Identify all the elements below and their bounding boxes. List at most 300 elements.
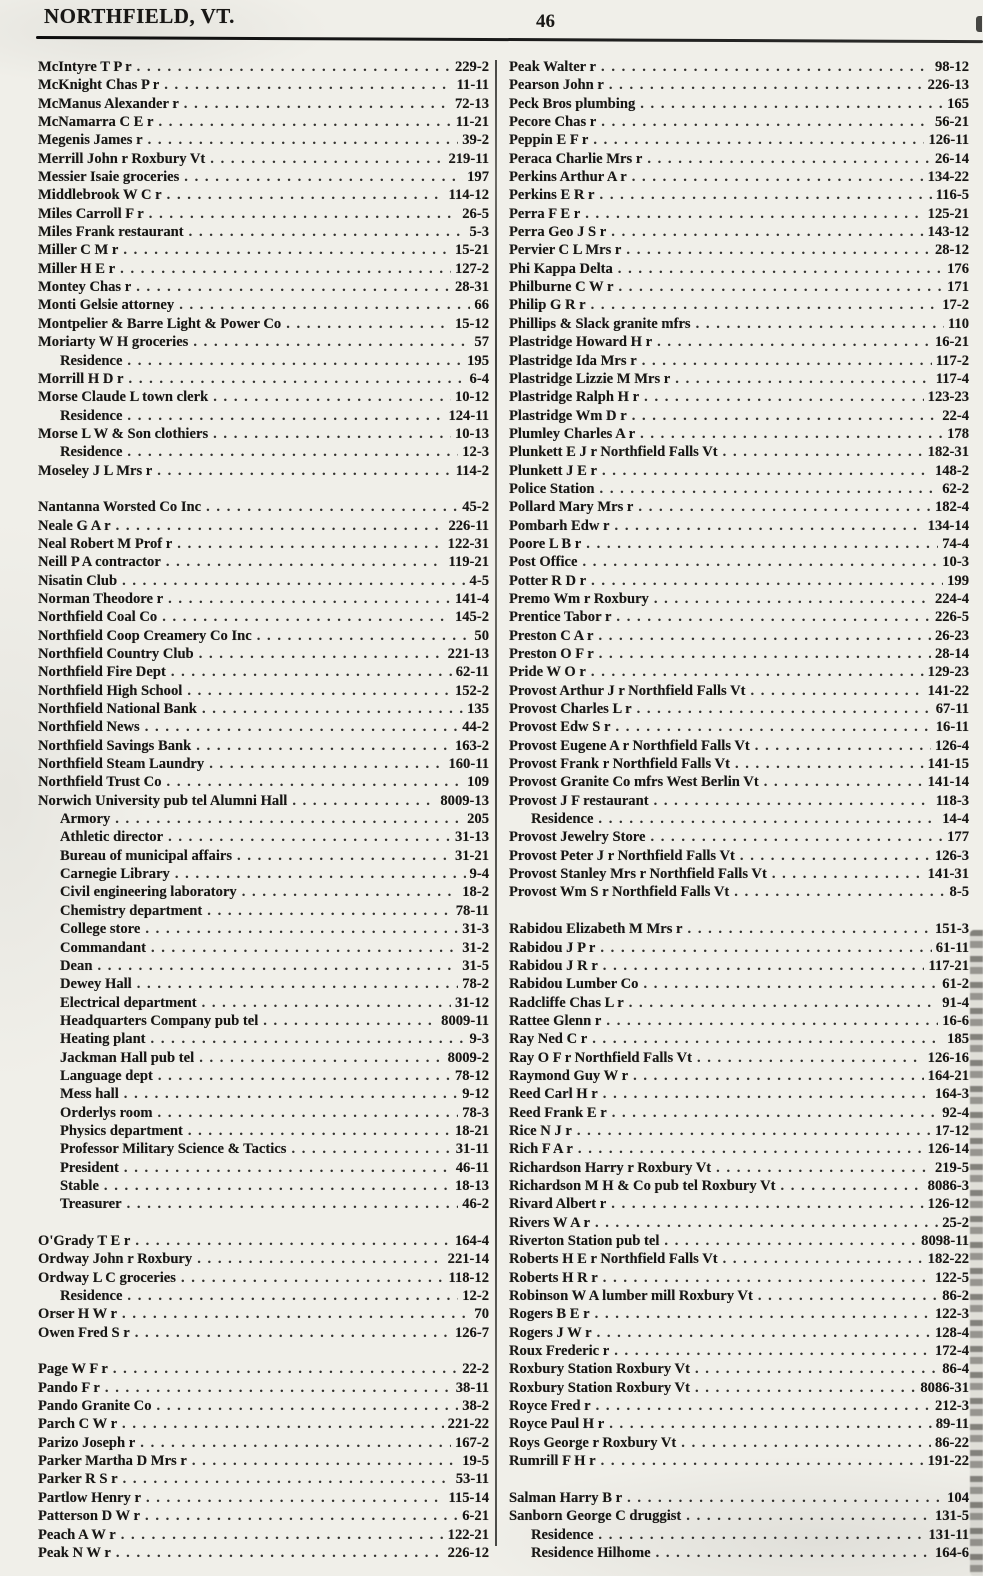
directory-entry	[38, 1360, 489, 1378]
dot-leader	[716, 1159, 931, 1177]
entry-number: 39-2	[462, 132, 489, 149]
entry-number: 164-4	[454, 1233, 489, 1249]
entry-name: Neill P A contractor	[38, 554, 161, 571]
entry-name: Roux Frederic r	[509, 1343, 610, 1360]
entry-number: 8009-11	[441, 1012, 489, 1029]
dot-leader	[586, 535, 938, 553]
directory-entry	[509, 407, 969, 425]
entry-number: 17-2	[942, 297, 969, 314]
dot-leader	[606, 1012, 938, 1030]
directory-entry	[38, 223, 489, 241]
entry-number: 26-5	[462, 205, 489, 222]
entry-number: 78-12	[454, 1067, 489, 1084]
directory-entry	[509, 1452, 969, 1470]
entry-name: Morse L W & Son clothiers	[38, 425, 209, 442]
dot-leader	[627, 1489, 943, 1507]
entry-number: 10-13	[454, 425, 489, 442]
directory-entry	[38, 627, 489, 645]
directory-entry	[38, 1232, 489, 1250]
entry-name: Northfield Country Club	[38, 646, 194, 662]
entry-number: 11-11	[456, 77, 489, 94]
dot-leader	[656, 1544, 931, 1562]
entry-name: Neale G A r	[38, 517, 111, 534]
entry-number: 45-2	[462, 499, 489, 516]
directory-entry	[38, 333, 489, 351]
entry-number: 16-6	[942, 1012, 969, 1029]
directory-entry	[509, 370, 969, 388]
directory-entry	[38, 553, 489, 571]
dot-leader	[263, 1012, 437, 1030]
dot-leader	[213, 425, 451, 443]
entry-name: Residence	[60, 444, 123, 461]
entry-number: 6-21	[462, 1508, 489, 1525]
directory-entry	[38, 663, 489, 681]
directory-entry	[38, 315, 489, 333]
directory-entry	[38, 1177, 489, 1195]
dot-leader	[193, 333, 470, 351]
dot-leader	[618, 260, 943, 278]
dot-leader	[286, 315, 451, 333]
dot-leader	[237, 847, 451, 865]
entry-name: Roberts H E r Northfield Falls Vt	[509, 1251, 718, 1268]
directory-entry	[38, 1470, 489, 1488]
dot-leader	[614, 1342, 931, 1360]
entry-name: Middlebrook W C r	[38, 187, 162, 204]
entry-number: 10-12	[454, 389, 489, 406]
directory-entry	[509, 1140, 969, 1158]
dot-leader	[593, 131, 924, 149]
entry-number: 191-22	[927, 1453, 969, 1470]
entry-name: Stable	[60, 1177, 99, 1194]
dot-leader	[207, 902, 451, 920]
directory-entry	[38, 883, 489, 901]
directory-entry	[509, 663, 969, 681]
dot-leader	[123, 1470, 452, 1488]
entry-name: Plunkett E J r Northfield Falls Vt	[509, 444, 718, 461]
directory-entry	[509, 975, 969, 993]
entry-number: 126-7	[454, 1324, 489, 1341]
dot-leader	[577, 1122, 931, 1140]
directory-entry	[509, 590, 969, 608]
dot-leader	[616, 608, 931, 626]
directory-entry	[38, 792, 489, 810]
entry-number: 28-31	[454, 279, 489, 296]
entry-number: 104	[947, 1489, 969, 1506]
entry-name: Raymond Guy W r	[509, 1067, 629, 1084]
entry-number: 31-12	[454, 994, 489, 1011]
entry-number: 119-21	[448, 554, 489, 571]
entry-number: 126-3	[934, 847, 969, 864]
dot-leader	[157, 1397, 459, 1415]
dot-leader	[202, 700, 463, 718]
directory-entry	[509, 1177, 969, 1195]
entry-name: Roberts H R r	[509, 1269, 598, 1286]
dot-leader	[197, 1250, 443, 1268]
directory-entry	[509, 994, 969, 1012]
entry-name: Provost Arthur J r Northfield Falls Vt	[509, 682, 746, 699]
entry-number: 182-22	[927, 1251, 969, 1268]
entry-number: 28-14	[934, 646, 969, 662]
dot-leader	[199, 645, 444, 663]
directory-entry	[509, 645, 969, 663]
entry-name: Residence	[531, 1526, 594, 1543]
dot-leader	[146, 1489, 445, 1507]
entry-number: 122-5	[934, 1269, 969, 1286]
dot-leader	[696, 315, 944, 333]
entry-number: 176	[947, 260, 969, 277]
dot-leader	[137, 975, 458, 993]
entry-name: Northfield National Bank	[38, 701, 197, 718]
entry-number: 78-3	[462, 1104, 489, 1121]
entry-number: 114-12	[448, 187, 489, 204]
dot-leader	[97, 957, 458, 975]
entry-name: Athletic director	[60, 829, 164, 846]
directory-entry	[38, 1526, 489, 1544]
entry-name: Salman Harry B r	[509, 1489, 623, 1506]
directory-column-right	[509, 58, 969, 1562]
entry-name: Robinson W A lumber mill Roxbury Vt	[509, 1288, 753, 1305]
dot-leader	[171, 663, 452, 681]
directory-entry	[38, 737, 489, 755]
entry-number: 141-22	[927, 682, 969, 699]
dot-leader	[184, 168, 463, 186]
entry-name: Residence Hilhome	[531, 1544, 651, 1561]
dot-leader	[640, 425, 943, 443]
entry-number: 46-2	[462, 1196, 489, 1213]
entry-number: 14-4	[942, 811, 969, 828]
directory-entry	[509, 131, 969, 149]
dot-leader	[598, 627, 930, 645]
dot-leader	[675, 370, 931, 388]
directory-entry	[509, 847, 969, 865]
entry-number: 12-2	[462, 1288, 489, 1305]
entry-name: Moriarty W H groceries	[38, 334, 189, 351]
dot-leader	[127, 1287, 458, 1305]
page-number: 46	[536, 11, 555, 32]
directory-entry	[38, 939, 489, 957]
directory-entry	[509, 296, 969, 314]
entry-name: Philip G R r	[509, 297, 586, 314]
dot-leader	[167, 186, 445, 204]
entry-name: Provost J F restaurant	[509, 792, 649, 809]
entry-name: Pecore Chas r	[509, 114, 597, 131]
entry-name: Rivard Albert r	[509, 1196, 607, 1213]
entry-number: 134-22	[927, 169, 969, 186]
entry-number: 124-11	[448, 407, 489, 424]
dot-leader	[213, 388, 451, 406]
entry-number: 126-16	[927, 1049, 969, 1066]
directory-entry	[509, 1159, 969, 1177]
directory-entry	[509, 682, 969, 700]
dot-leader	[612, 1104, 939, 1122]
directory-entry	[509, 205, 969, 223]
dot-leader	[781, 1177, 924, 1195]
directory-entry	[509, 883, 969, 901]
directory-entry	[509, 700, 969, 718]
dot-leader	[187, 682, 451, 700]
entry-name: Provost Charles L r	[509, 701, 632, 718]
dot-leader	[600, 480, 939, 498]
entry-number: 78-11	[455, 902, 489, 919]
dot-leader	[242, 883, 459, 901]
directory-entry	[509, 278, 969, 296]
directory-entry	[509, 315, 969, 333]
dot-leader	[585, 205, 923, 223]
directory-entry	[509, 388, 969, 406]
directory-entry	[509, 1415, 969, 1433]
dot-leader	[603, 1269, 931, 1287]
entry-name: Poore L B r	[509, 535, 582, 552]
directory-entry	[38, 773, 489, 791]
directory-entry	[509, 168, 969, 186]
directory-entry	[509, 1214, 969, 1232]
entry-name: Page W F r	[38, 1361, 108, 1378]
directory-entry	[509, 1544, 969, 1562]
dot-leader	[159, 113, 452, 131]
entry-name: Norman Theodore r	[38, 590, 164, 607]
dot-leader	[647, 150, 931, 168]
dot-leader	[188, 1122, 451, 1140]
entry-number: 10-3	[942, 554, 969, 571]
entry-number: 141-31	[927, 866, 969, 883]
entry-number: 6-4	[469, 370, 489, 387]
directory-entry	[38, 1067, 489, 1085]
entry-name: Pombarh Edw r	[509, 517, 610, 534]
entry-number: 165	[947, 95, 969, 112]
directory-entry	[509, 1250, 969, 1268]
entry-name: Roys George r Roxbury Vt	[509, 1434, 677, 1451]
entry-name: Peach A W r	[38, 1526, 116, 1543]
entry-name: Partlow Henry r	[38, 1489, 141, 1506]
dot-leader	[292, 792, 436, 810]
directory-entry	[38, 1305, 489, 1323]
entry-number: 226-13	[927, 77, 969, 94]
dot-leader	[695, 1360, 938, 1378]
dot-leader	[291, 1140, 451, 1158]
entry-number: 16-21	[934, 334, 969, 351]
directory-entry	[38, 535, 489, 553]
section-gap	[38, 1342, 489, 1360]
dot-leader	[629, 994, 939, 1012]
dot-leader	[166, 553, 445, 571]
entry-number: 19-5	[462, 1453, 489, 1470]
dot-leader	[764, 773, 924, 791]
entry-number: 61-11	[935, 939, 969, 956]
entry-number: 89-11	[935, 1416, 969, 1433]
entry-name: Sanborn George C druggist	[509, 1508, 682, 1525]
entry-name: Moseley J L Mrs r	[38, 462, 153, 479]
dot-leader	[179, 296, 470, 314]
entry-name: Ray Ned C r	[509, 1031, 588, 1048]
dot-leader	[177, 535, 443, 553]
dot-leader	[600, 186, 932, 204]
entry-number: 177	[947, 829, 969, 846]
entry-name: Philburne C W r	[509, 279, 614, 296]
directory-entry	[38, 700, 489, 718]
dot-leader	[145, 1507, 458, 1525]
entry-number: 86-4	[942, 1361, 969, 1378]
entry-number: 134-14	[927, 517, 969, 534]
entry-name: Language dept	[60, 1067, 153, 1084]
entry-number: 123-23	[927, 389, 969, 406]
dot-leader	[135, 1324, 451, 1342]
dot-leader	[599, 645, 931, 663]
directory-entry	[509, 150, 969, 168]
dot-leader	[257, 627, 471, 645]
entry-number: 12-3	[462, 444, 489, 461]
directory-entry	[38, 1012, 489, 1030]
entry-number: 5-3	[469, 224, 489, 241]
dot-leader	[116, 517, 445, 535]
dot-leader	[632, 407, 939, 425]
entry-number: 31-13	[454, 829, 489, 846]
directory-entry	[509, 773, 969, 791]
directory-entry	[509, 333, 969, 351]
entry-name: Provost Peter J r Northfield Falls Vt	[509, 847, 735, 864]
dot-leader	[664, 1232, 917, 1250]
dot-leader	[592, 1030, 943, 1048]
entry-name: Peraca Charlie Mrs r	[509, 150, 643, 167]
dot-leader	[595, 1214, 938, 1232]
entry-name: Ordway L C groceries	[38, 1269, 176, 1286]
dot-leader	[632, 168, 924, 186]
entry-name: Northfield Coop Creamery Co Inc	[38, 627, 252, 644]
entry-name: Patterson D W r	[38, 1508, 141, 1525]
dot-leader	[115, 810, 463, 828]
entry-name: Plunkett J E r	[509, 462, 597, 479]
entry-name: Royce Fred r	[509, 1398, 591, 1415]
dot-leader	[209, 755, 444, 773]
directory-entry	[38, 517, 489, 535]
directory-entry	[38, 865, 489, 883]
entry-number: 224-4	[934, 590, 969, 607]
directory-entry	[38, 95, 489, 113]
directory-entry	[509, 1342, 969, 1360]
entry-number: 16-11	[935, 719, 969, 736]
header-rule	[36, 36, 983, 43]
dot-leader	[596, 1397, 931, 1415]
entry-number: 164-6	[934, 1544, 969, 1561]
entry-name: Professor Military Science & Tactics	[60, 1141, 287, 1158]
entry-name: Rattee Glenn r	[509, 1012, 602, 1029]
entry-number: 8098-11	[921, 1233, 969, 1249]
entry-name: McIntyre T P r	[38, 59, 132, 75]
dot-leader	[601, 58, 931, 76]
entry-number: 114-2	[455, 462, 489, 479]
entry-number: 22-2	[462, 1361, 489, 1378]
dot-leader	[127, 407, 444, 425]
directory-entry	[509, 1397, 969, 1415]
entry-number: 164-3	[934, 1086, 969, 1103]
dot-leader	[206, 498, 458, 516]
dot-leader	[168, 828, 451, 846]
entry-number: 72-13	[454, 95, 489, 112]
dot-leader	[129, 370, 466, 388]
dot-leader	[149, 205, 458, 223]
directory-entry	[509, 920, 969, 938]
directory-entry	[509, 1030, 969, 1048]
dot-leader	[582, 553, 938, 571]
entry-name: President	[60, 1159, 119, 1176]
entry-number: 31-2	[462, 939, 489, 956]
directory-entry	[509, 1085, 969, 1103]
dot-leader	[196, 737, 451, 755]
dot-leader	[135, 1232, 451, 1250]
column-divider	[495, 60, 497, 1546]
entry-name: Peppin E F r	[509, 132, 589, 149]
dot-leader	[600, 939, 931, 957]
directory-entry	[38, 278, 489, 296]
entry-name: Roxbury Station Roxbury Vt	[509, 1361, 690, 1378]
entry-name: Headquarters Company pub tel	[60, 1012, 259, 1029]
directory-entry	[38, 1415, 489, 1433]
entry-name: Parker R S r	[38, 1471, 118, 1488]
dot-leader	[650, 828, 943, 846]
directory-column-left	[38, 58, 489, 1562]
entry-name: Peck Bros plumbing	[509, 95, 636, 112]
directory-entry	[38, 572, 489, 590]
directory-entry	[509, 608, 969, 626]
directory-entry	[509, 865, 969, 883]
entry-name: Mess hall	[60, 1086, 119, 1103]
entry-number: 128-4	[934, 1324, 969, 1341]
entry-name: Morrill H D r	[38, 370, 124, 387]
directory-entry	[38, 902, 489, 920]
directory-entry	[38, 260, 489, 278]
entry-name: Miles Carroll F r	[38, 205, 144, 222]
entry-number: 61-2	[942, 976, 969, 993]
dot-leader	[168, 590, 451, 608]
entry-number: 182-31	[927, 444, 969, 461]
entry-name: Police Station	[509, 480, 595, 497]
entry-name: Northfield News	[38, 719, 140, 736]
directory-entry	[38, 957, 489, 975]
directory-entry	[38, 1544, 489, 1562]
entry-name: Treasurer	[60, 1196, 122, 1213]
entry-number: 8086-31	[920, 1379, 969, 1396]
entry-number: 28-12	[934, 242, 969, 259]
entry-number: 110	[947, 315, 969, 332]
directory-entry	[509, 95, 969, 113]
entry-number: 152-2	[454, 682, 489, 699]
entry-number: 15-21	[454, 242, 489, 259]
entry-number: 11-21	[455, 114, 489, 131]
dot-leader	[640, 95, 943, 113]
entry-number: 127-2	[454, 260, 489, 277]
dot-leader	[591, 572, 943, 590]
entry-name: Reed Frank E r	[509, 1104, 607, 1121]
dot-leader	[127, 352, 463, 370]
entry-number: 135	[467, 701, 489, 718]
entry-number: 53-11	[455, 1471, 489, 1488]
entry-name: Miller C M r	[38, 242, 119, 259]
dot-leader	[758, 1287, 938, 1305]
dot-leader	[750, 682, 923, 700]
entry-name: Preston O F r	[509, 646, 594, 662]
directory-entry	[38, 1379, 489, 1397]
directory-entry	[509, 443, 969, 461]
directory-entry	[509, 1067, 969, 1085]
dot-leader	[121, 1526, 444, 1544]
entry-name: Pride W O r	[509, 664, 586, 681]
dot-leader	[609, 1415, 932, 1433]
entry-number: 22-4	[942, 407, 969, 424]
dot-leader	[591, 296, 939, 314]
entry-name: Pervier C L Mrs r	[509, 242, 622, 259]
dot-leader	[601, 113, 931, 131]
entry-name: Northfield Savings Bank	[38, 737, 192, 754]
entry-name: Residence	[531, 811, 594, 828]
